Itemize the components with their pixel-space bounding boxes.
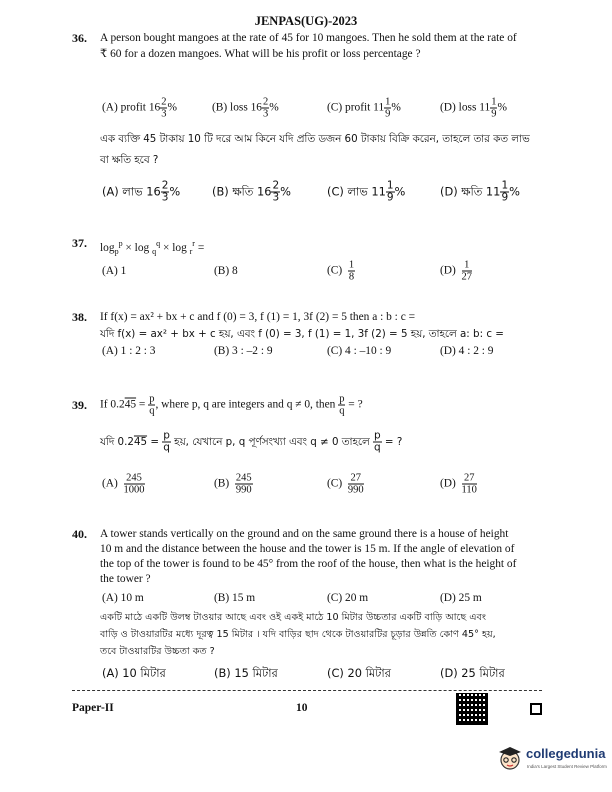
question-number-37: 37. xyxy=(72,236,87,250)
question-number-36: 36. xyxy=(72,31,87,45)
q39-text-en: If 0.245 = $\frac{p}{q}$ , where p, q are integers and q ≠ 0, then $\frac{p}{q}$ = ? xyxy=(100,393,363,417)
q36-option-a-bn: (A) লাভ 16 $\frac{2}{3}$ % xyxy=(102,179,181,204)
q39-option-d: (D) $\frac{27}{110}$ xyxy=(440,472,477,496)
q40-text-bn-3: তবে টাওয়ারটির উচ্চতা কত ? xyxy=(100,646,215,657)
logo-tagline: India's Largest Student Review Platform xyxy=(527,764,607,769)
square-marker-icon xyxy=(530,703,542,715)
q40-text-en-3: the top of the tower is found to be 45° from the roof of the house, then what is the height of xyxy=(100,558,517,570)
q37-expression: $\log_p^p \times \log _q^q \times \log _r^r$ = xyxy=(100,239,205,257)
q40-text-bn-1: একটি মাঠে একটি উলম্ব টাওয়ার আছে এবং ওই একই মাঠে 10 মিটার উচ্চতার একটি বাড়ি আছে এবং xyxy=(100,612,486,623)
q40-option-d-en: (D) 25 m xyxy=(440,592,482,604)
q38-option-a: (A) 1 : 2 : 3 xyxy=(102,345,156,357)
question-number-40: 40. xyxy=(72,527,87,541)
q40-text-en-1: A tower stands vertically on the ground and on the same ground there is a house of height xyxy=(100,528,509,540)
q36-text-bn-1: এক ব্যক্তি 45 টাকায় 10 টি দরে আম কিনে যদি প্রতি ডজন 60 টাকায় বিক্রি করেন, তাহলে তার কত লাভ xyxy=(100,133,530,145)
q38-text-en: If f(x) = ax² + bx + c and f (0) = 3, f (1) = 1, 3f (2) = 5 then a : b : c = xyxy=(100,311,416,323)
q40-text-en-4: the tower ? xyxy=(100,573,151,585)
q39-text-bn: যদি 0.245 = $\frac{p}{q}$ হয়, যেখানে p, q পূর্ণসংখ্যা এবং q ≠ 0 তাহলে $\frac{p}{q}$ = ? xyxy=(100,429,403,454)
q40-option-c-bn: (C) 20 মিটার xyxy=(327,666,391,680)
q39-option-a: (A) $\frac{245}{1000}$ xyxy=(102,472,145,496)
exam-title: JENPAS(UG)-2023 xyxy=(254,14,358,28)
q40-option-b-en: (B) 15 m xyxy=(214,592,256,604)
q37-option-d: (D) $\frac{1}{27}$ xyxy=(440,259,473,283)
q37-option-a: (A) 1 xyxy=(102,265,127,277)
footer-divider xyxy=(72,690,542,691)
q36-text-bn-2: বা ক্ষতি হবে ? xyxy=(100,154,159,166)
q37-option-b: (B) 8 xyxy=(214,265,238,277)
q39-option-c: (C) $\frac{27}{990}$ xyxy=(327,472,364,496)
q36-option-b-en: (B) loss 16 $\frac{2}{3}$ % xyxy=(212,96,279,120)
q40-option-c-en: (C) 20 m xyxy=(327,592,369,604)
q36-text-en-2: ₹ 60 for a dozen mangoes. What will be his profit or loss percentage ? xyxy=(100,48,421,60)
q40-option-d-bn: (D) 25 মিটার xyxy=(440,666,505,680)
q40-text-en-2: 10 m and the distance between the house and the tower is 15 m. If the angle of elevation of xyxy=(100,543,515,555)
q36-option-b-bn: (B) ক্ষতি 16 $\frac{2}{3}$ % xyxy=(212,179,291,204)
page-number: 10 xyxy=(296,702,308,714)
question-number-38: 38. xyxy=(72,310,87,324)
q36-option-a-en: (A) profit 16 $\frac{2}{3}$ % xyxy=(102,96,177,120)
q36-option-d-en: (D) loss 11 $\frac{1}{9}$ % xyxy=(440,96,507,120)
q40-text-bn-2: বাড়ি ও টাওয়ারটির মধ্যে দূরত্ব 15 মিটার । যদি বাড়ির ছাদ থেকে টাওয়ারটির চূড়ার উন্নতি কোণ 45° হয়, xyxy=(100,629,496,640)
q37-option-c: (C) $\frac{1}{8}$ xyxy=(327,259,355,283)
q38-option-d: (D) 4 : 2 : 9 xyxy=(440,345,494,357)
q36-text-en-1: A person bought mangoes at the rate of 45 for 10 mangoes. Then he sold them at the rate of xyxy=(100,32,517,44)
question-number-39: 39. xyxy=(72,398,87,412)
qr-code-icon xyxy=(456,693,488,725)
q36-option-c-en: (C) profit 11 $\frac{1}{9}$ % xyxy=(327,96,401,120)
q39-option-b: (B) $\frac{245}{990}$ xyxy=(214,472,252,496)
q38-option-c: (C) 4 : –10 : 9 xyxy=(327,345,392,357)
logo-wordmark: collegedunia xyxy=(526,746,606,761)
q38-text-bn: যদি f(x) = ax² + bx + c হয়, এবং f (0) = 3, f (1) = 1, 3f (2) = 5 হয়, তাহলে a: b: c = xyxy=(100,328,504,340)
q40-option-a-en: (A) 10 m xyxy=(102,592,144,604)
q40-option-a-bn: (A) 10 মিটার xyxy=(102,666,166,680)
collegedunia-logo[interactable] xyxy=(496,740,606,780)
q36-option-d-bn: (D) ক্ষতি 11 $\frac{1}{9}$ % xyxy=(440,179,520,204)
q36-option-c-bn: (C) লাভ 11 $\frac{1}{9}$ % xyxy=(327,179,406,204)
q40-option-b-bn: (B) 15 মিটার xyxy=(214,666,278,680)
graduate-icon xyxy=(496,744,524,772)
paper-label: Paper-II xyxy=(72,702,114,714)
q38-option-b: (B) 3 : –2 : 9 xyxy=(214,345,273,357)
